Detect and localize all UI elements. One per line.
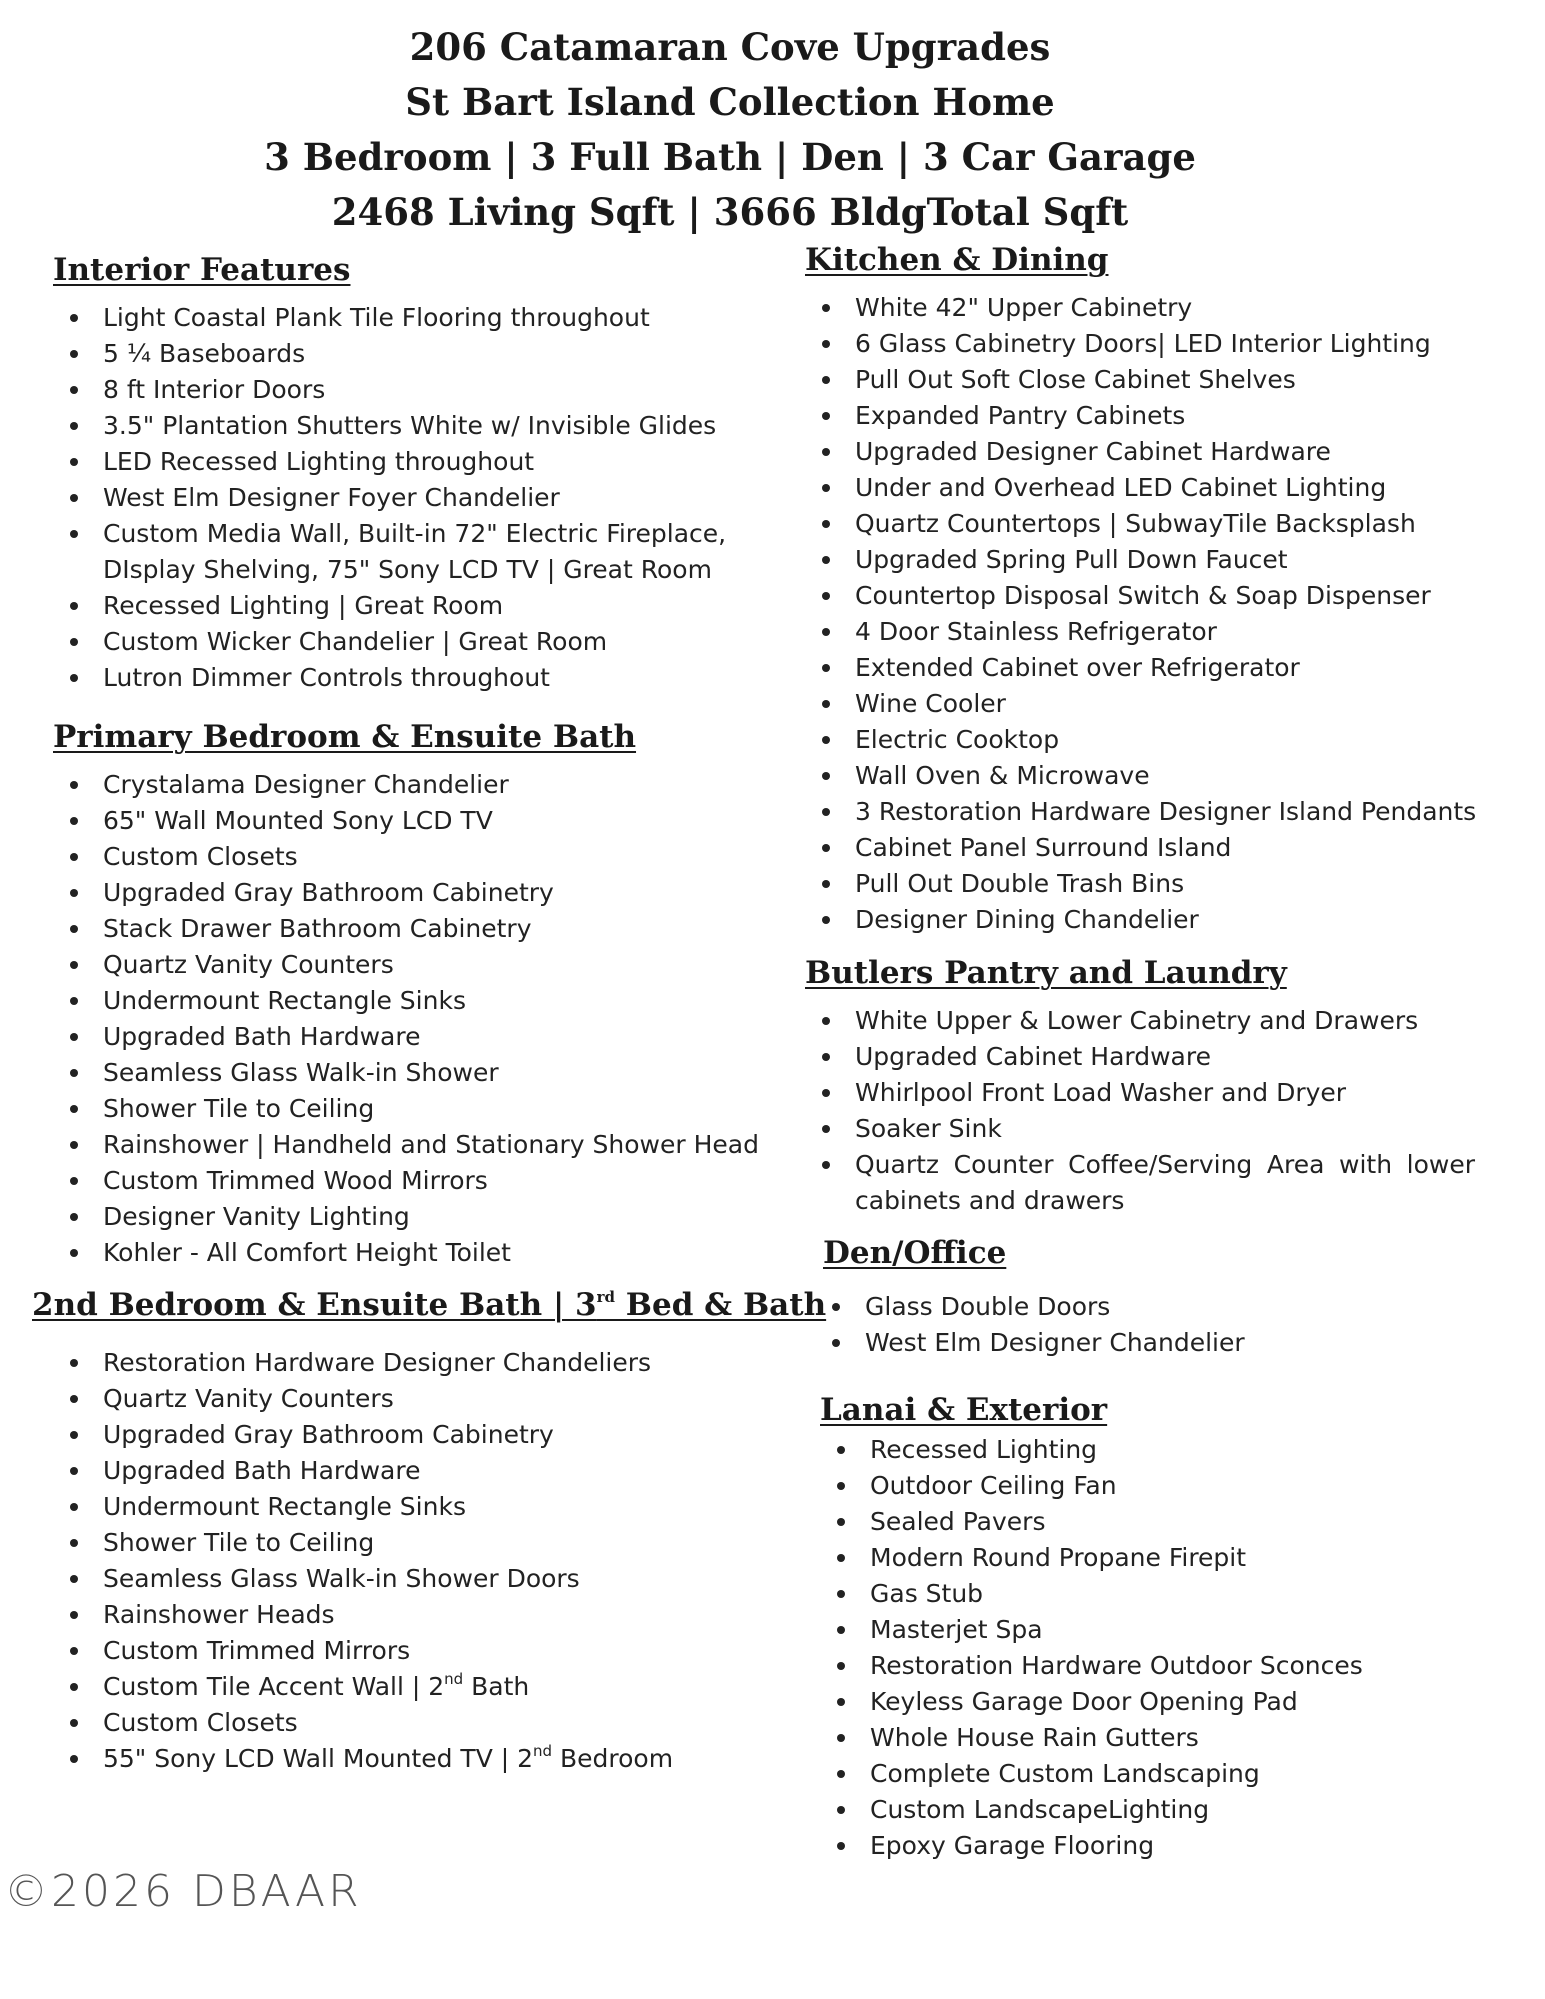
list-item: Custom Closets (53, 839, 773, 875)
list-item: Seamless Glass Walk-in Shower Doors (53, 1561, 792, 1597)
list-item: Quartz Counter Coffee/Serving Area with lower cabinets and drawers (805, 1147, 1475, 1219)
title-line: 3 Bedroom | 3 Full Bath | Den | 3 Car Garage (264, 135, 1196, 179)
list-item: Quartz Vanity Counters (53, 947, 773, 983)
list-item: Whole House Rain Gutters (820, 1720, 1480, 1756)
list-item: Under and Overhead LED Cabinet Lighting (805, 470, 1505, 506)
list-item: Custom Wicker Chandelier | Great Room (53, 624, 773, 660)
den-office-section (823, 1233, 1483, 1361)
list-item: Rainshower | Handheld and Stationary Shower Head (53, 1127, 773, 1163)
list-item: Restoration Hardware Designer Chandeliers (53, 1345, 792, 1381)
title-line: St Bart Island Collection Home (405, 80, 1055, 124)
list-item: Custom Trimmed Wood Mirrors (53, 1163, 773, 1199)
list-item: Soaker Sink (805, 1111, 1485, 1147)
primary-bedroom-section (53, 717, 773, 1271)
list-item: Gas Stub (820, 1576, 1480, 1612)
list-item: Light Coastal Plank Tile Flooring throughout (53, 300, 773, 336)
list-item: White Upper & Lower Cabinetry and Drawers (805, 1003, 1485, 1039)
list-item: 6 Glass Cabinetry Doors| LED Interior Lighting (805, 326, 1505, 362)
list-item (53, 1669, 792, 1705)
section-heading: Butlers Pantry and Laundry (805, 955, 1287, 991)
list-item: Countertop Disposal Switch & Soap Dispenser (805, 578, 1505, 614)
list-item: Upgraded Cabinet Hardware (805, 1039, 1485, 1075)
list-item: Kohler - All Comfort Height Toilet (53, 1235, 773, 1271)
feature-list (805, 290, 1505, 938)
list-item: Glass Double Doors (815, 1289, 1483, 1325)
item-text: 55" Sony LCD Wall Mounted TV | 2 (103, 1744, 534, 1773)
list-item: Rainshower Heads (53, 1597, 792, 1633)
list-item: Shower Tile to Ceiling (53, 1525, 792, 1561)
list-item: Modern Round Propane Firepit (820, 1540, 1480, 1576)
list-item: Expanded Pantry Cabinets (805, 398, 1505, 434)
list-item: Crystalama Designer Chandelier (53, 767, 773, 803)
list-item: Custom Trimmed Mirrors (53, 1633, 792, 1669)
item-text: Custom Tile Accent Wall | 2 (103, 1672, 445, 1701)
section-heading: Interior Features (53, 252, 351, 288)
heading-text: Bed & Bath (615, 1287, 827, 1323)
section-heading (32, 1285, 827, 1325)
list-item: Masterjet Spa (820, 1612, 1480, 1648)
list-item: Quartz Vanity Counters (53, 1381, 792, 1417)
list-item: Pull Out Soft Close Cabinet Shelves (805, 362, 1505, 398)
list-item: Upgraded Spring Pull Down Faucet (805, 542, 1505, 578)
feature-list (53, 300, 773, 696)
list-item: 3.5" Plantation Shutters White w/ Invisible Glides (53, 408, 773, 444)
list-item: Keyless Garage Door Opening Pad (820, 1684, 1480, 1720)
item-text: Bath (463, 1672, 530, 1701)
feature-list (53, 767, 773, 1271)
list-item: Wall Oven & Microwave (805, 758, 1505, 794)
list-item: Undermount Rectangle Sinks (53, 983, 773, 1019)
title-line: 2468 Living Sqft | 3666 BldgTotal Sqft (331, 190, 1129, 234)
list-item: Restoration Hardware Outdoor Sconces (820, 1648, 1480, 1684)
list-item: Electric Cooktop (805, 722, 1505, 758)
list-item: Cabinet Panel Surround Island (805, 830, 1505, 866)
feature-list (53, 1345, 792, 1777)
section-heading: Lanai & Exterior (820, 1392, 1108, 1428)
butlers-pantry-section (805, 953, 1485, 1219)
title-line: 206 Catamaran Cove Upgrades (409, 25, 1051, 69)
list-item: West Elm Designer Chandelier (815, 1325, 1483, 1361)
list-item: 3 Restoration Hardware Designer Island Pendants (805, 794, 1505, 830)
list-item: LED Recessed Lighting throughout (53, 444, 773, 480)
list-item: White 42" Upper Cabinetry (805, 290, 1505, 326)
list-item: Whirlpool Front Load Washer and Dryer (805, 1075, 1485, 1111)
list-item: Upgraded Designer Cabinet Hardware (805, 434, 1505, 470)
list-item: Seamless Glass Walk-in Shower (53, 1055, 773, 1091)
list-item: Pull Out Double Trash Bins (805, 866, 1505, 902)
list-item: Stack Drawer Bathroom Cabinetry (53, 911, 773, 947)
interior-features-section (53, 250, 773, 696)
lanai-exterior-section (820, 1390, 1480, 1864)
list-item: 8 ft Interior Doors (53, 372, 773, 408)
section-heading: Den/Office (823, 1235, 1007, 1271)
list-item: Wine Cooler (805, 686, 1505, 722)
list-item: Designer Dining Chandelier (805, 902, 1505, 938)
second-bedroom-section (32, 1285, 827, 1777)
list-item: Shower Tile to Ceiling (53, 1091, 773, 1127)
list-item: Epoxy Garage Flooring (820, 1828, 1480, 1864)
list-item: 4 Door Stainless Refrigerator (805, 614, 1505, 650)
kitchen-dining-section (805, 240, 1505, 938)
heading-text: 2nd Bedroom & Ensuite Bath | 3 (32, 1287, 597, 1323)
list-item: Sealed Pavers (820, 1504, 1480, 1540)
list-item: Outdoor Ceiling Fan (820, 1468, 1480, 1504)
list-item: Upgraded Bath Hardware (53, 1019, 773, 1055)
list-item: Quartz Countertops | SubwayTile Backsplash (805, 506, 1505, 542)
list-item: Custom LandscapeLighting (820, 1792, 1480, 1828)
list-item: Custom Closets (53, 1705, 792, 1741)
list-item: Recessed Lighting (820, 1432, 1480, 1468)
list-item: Recessed Lighting | Great Room (53, 588, 773, 624)
list-item: 5 ¼ Baseboards (53, 336, 773, 372)
list-item: 65" Wall Mounted Sony LCD TV (53, 803, 773, 839)
list-item (53, 1741, 792, 1777)
feature-list (805, 1003, 1485, 1219)
superscript: nd (444, 1669, 464, 1688)
list-item: Complete Custom Landscaping (820, 1756, 1480, 1792)
item-text: Bedroom (552, 1744, 674, 1773)
feature-list (820, 1432, 1480, 1864)
superscript: rd (596, 1287, 615, 1306)
list-item: Custom Media Wall, Built-in 72" Electric Fireplace, DIsplay Shelving, 75" Sony LCD TV | Great Room (53, 516, 763, 588)
section-heading: Kitchen & Dining (805, 242, 1109, 278)
document-title (0, 20, 1460, 240)
section-heading: Primary Bedroom & Ensuite Bath (53, 719, 637, 755)
list-item: Upgraded Gray Bathroom Cabinetry (53, 1417, 792, 1453)
list-item: Extended Cabinet over Refrigerator (805, 650, 1505, 686)
list-item: Lutron Dimmer Controls throughout (53, 660, 773, 696)
list-item: Upgraded Gray Bathroom Cabinetry (53, 875, 773, 911)
superscript: nd (533, 1741, 553, 1760)
list-item: Upgraded Bath Hardware (53, 1453, 792, 1489)
feature-list (815, 1289, 1483, 1361)
list-item: Undermount Rectangle Sinks (53, 1489, 792, 1525)
list-item: Designer Vanity Lighting (53, 1199, 773, 1235)
list-item: West Elm Designer Foyer Chandelier (53, 480, 773, 516)
copyright-watermark: ©2026 DBAAR (4, 1866, 362, 1917)
